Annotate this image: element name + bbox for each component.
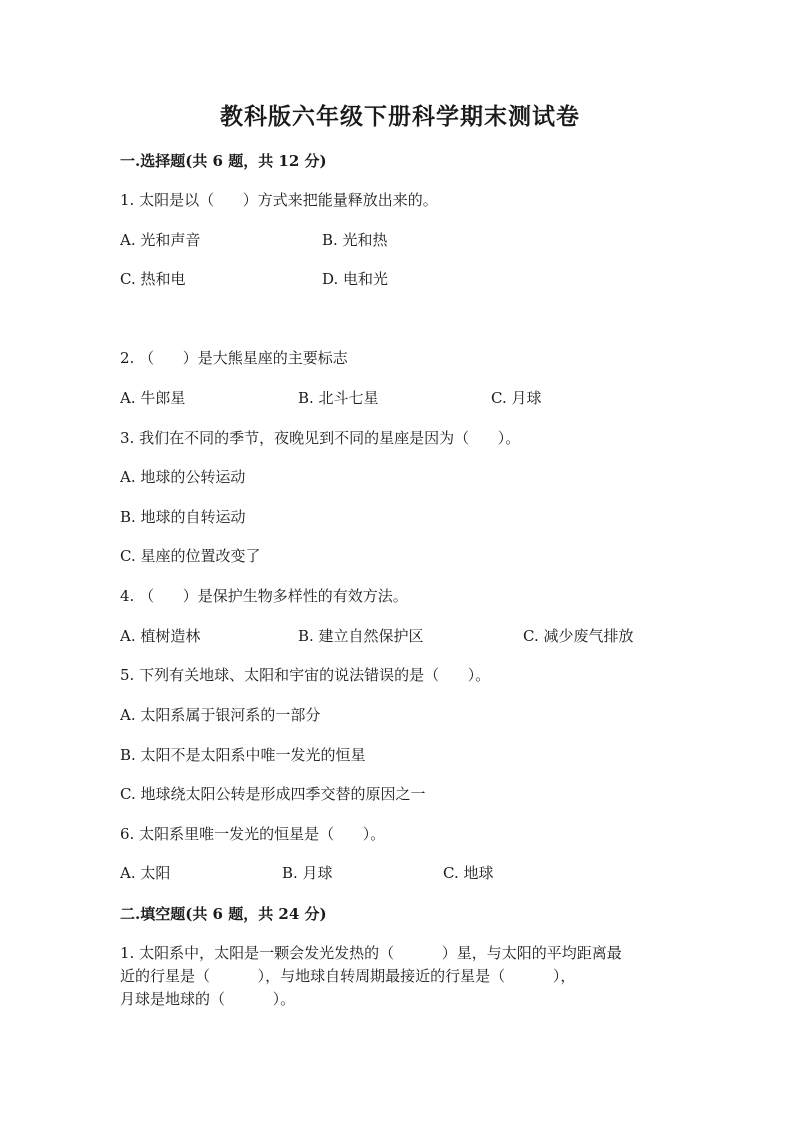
question-3-option-a: A. 地球的公转运动: [120, 468, 246, 486]
question-4-option-b: B. 建立自然保护区: [298, 627, 424, 645]
fill-question-1-line-1: 1. 太阳系中，太阳是一颗会发光发热的（ ）星，与太阳的平均距离最: [120, 944, 622, 962]
fill-question-1-line-3: 月球是地球的（ ）。: [120, 990, 296, 1008]
question-3-stem: 3. 我们在不同的季节，夜晚见到不同的星座是因为（ ）。: [120, 429, 521, 447]
question-4-option-c: C. 减少废气排放: [523, 627, 634, 645]
fill-question-1-line-2: 近的行星是（ ），与地球自转周期最接近的行星是（ ），: [120, 967, 576, 985]
question-2-option-b: B. 北斗七星: [298, 389, 379, 407]
question-1-stem: 1. 太阳是以（ ）方式来把能量释放出来的。: [120, 191, 438, 209]
section-heading-fill-blank: 二.填空题(共 6 题，共 24 分): [120, 905, 327, 923]
question-5-stem: 5. 下列有关地球、太阳和宇宙的说法错误的是（ ）。: [120, 666, 491, 684]
question-4-stem: 4. （ ）是保护生物多样性的有效方法。: [120, 587, 408, 605]
question-1-option-d: D. 电和光: [322, 270, 389, 288]
question-5-option-b: B. 太阳不是太阳系中唯一发光的恒星: [120, 746, 366, 764]
question-6-option-c: C. 地球: [443, 864, 494, 882]
page-title: 教科版六年级下册科学期末测试卷: [220, 103, 580, 130]
question-1-option-c: C. 热和电: [120, 270, 186, 288]
question-6-option-a: A. 太阳: [120, 864, 171, 882]
question-3-option-b: B. 地球的自转运动: [120, 508, 246, 526]
question-5-option-a: A. 太阳系属于银河系的一部分: [120, 706, 321, 724]
section-heading-choice: 一.选择题(共 6 题，共 12 分): [120, 152, 327, 170]
question-4-option-a: A. 植树造林: [120, 627, 201, 645]
question-2-option-c: C. 月球: [491, 389, 542, 407]
question-5-option-c: C. 地球绕太阳公转是形成四季交替的原因之一: [120, 785, 426, 803]
question-2-stem: 2. （ ）是大熊星座的主要标志: [120, 349, 348, 367]
question-6-stem: 6. 太阳系里唯一发光的恒星是（ ）。: [120, 825, 386, 843]
question-1-option-b: B. 光和热: [322, 231, 388, 249]
question-3-option-c: C. 星座的位置改变了: [120, 547, 261, 565]
question-2-option-a: A. 牛郎星: [120, 389, 186, 407]
question-1-option-a: A. 光和声音: [120, 231, 201, 249]
question-6-option-b: B. 月球: [282, 864, 333, 882]
